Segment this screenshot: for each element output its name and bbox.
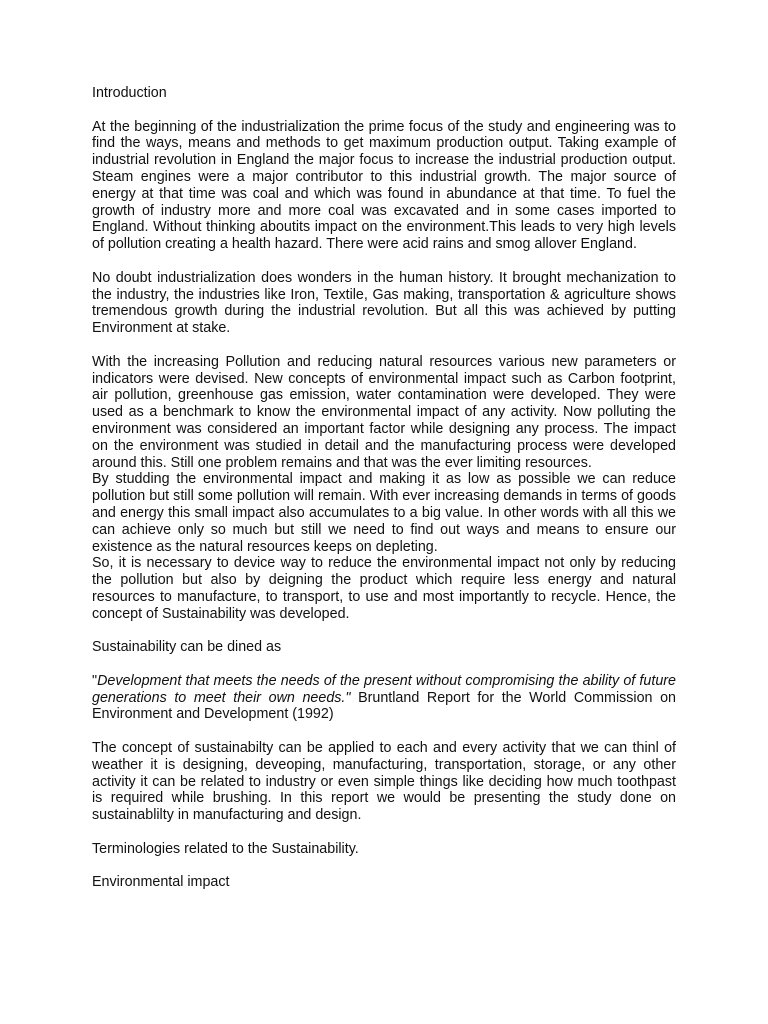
paragraph-no-doubt: No doubt industrialization does wonders in the human history. It brought mechanization to the industry, the industries like Iron, Textile, Gas making, transportation & agriculture shows tremendous growth during the industrial revolution. But all this was achieved by putting Environment at stake. xyxy=(92,269,676,337)
paragraph-sustainability-developed: So, it is necessary to device way to reduce the environmental impact not only by reducing the pollution but also by deigning the product which require less energy and natural resources to manufacture, to transport, to use and most importantly to recycle. Hence, the concept of Sustainability was developed. xyxy=(92,555,676,622)
document-page xyxy=(92,85,676,891)
paragraph-industrialization: At the beginning of the industrialization the prime focus of the study and engineering was to find the ways, means and methods to get maximum production output. Taking example of industrial revolution in England the major focus to increase the industrial production output. Steam engines were a major contributor to this industrial growth. The major source of energy at that time was coal and which was found in abundance at that time. To fuel the growth of industry more and more coal was excavated and in some cases imported to England. Without thinking aboutits impact on the environment.This leads to very high levels of pollution creating a health hazard. There were acid rains and smog allover England. xyxy=(92,118,676,253)
spacer xyxy=(92,858,676,875)
paragraph-sustainability-defined: Sustainability can be dined as xyxy=(92,639,282,656)
spacer xyxy=(92,723,676,740)
section-heading-introduction: Introduction xyxy=(92,85,167,101)
paragraph-terminologies: Terminologies related to the Sustainability. xyxy=(92,840,359,857)
spacer xyxy=(92,337,676,354)
spacer xyxy=(92,824,676,841)
spacer xyxy=(92,253,676,270)
paragraph-concept-applied: The concept of sustainabilty can be applied to each and every activity that we can thinl of weather it is designing, deveoping, manufacturing, transportation, storage, or any other activity it can be related to industry or even simple things like deciding how much toothpast is required while brushing. In this report we would be presenting the study done on sustainablilty in manufacturing and design. xyxy=(92,740,676,824)
spacer xyxy=(92,102,676,119)
paragraph-pollution-parameters: With the increasing Pollution and reducing natural resources various new parameters or indicators were devised. New concepts of environmental impact such as Carbon footprint, air pollution, greenhouse gas emission, water contamination were developed. They were used as a benchmark to know the environmental impact of any activity. Now polluting the environment was considered an important factor while designing any process. The impact on the environment was studied in detail and the manufacturing process were developed around this. Still one problem remains and that was the ever limiting resources. xyxy=(92,353,676,471)
quote-italic-text: Development that meets the needs of the present without compromising the ability of future generations to meet their own needs." xyxy=(92,672,676,706)
brundtland-quote xyxy=(92,673,676,723)
paragraph-studding-impact: By studding the environmental impact and making it as low as possible we can reduce pollution but still some pollution will remain. With ever increasing demands in terms of goods and energy this small impact also accumulates to a big value. In other words with all this we can achieve only so much but still we need to find out ways and means to ensure our existence as the natural resources keeps on depleting. xyxy=(92,471,676,555)
quote-open-mark: " xyxy=(92,672,98,689)
subheading-environmental-impact: Environmental impact xyxy=(92,874,230,891)
spacer xyxy=(92,656,676,673)
quote-citation: Bruntland Report for the World Commission on Environment and Development (1992) xyxy=(92,689,676,723)
spacer xyxy=(92,623,676,640)
